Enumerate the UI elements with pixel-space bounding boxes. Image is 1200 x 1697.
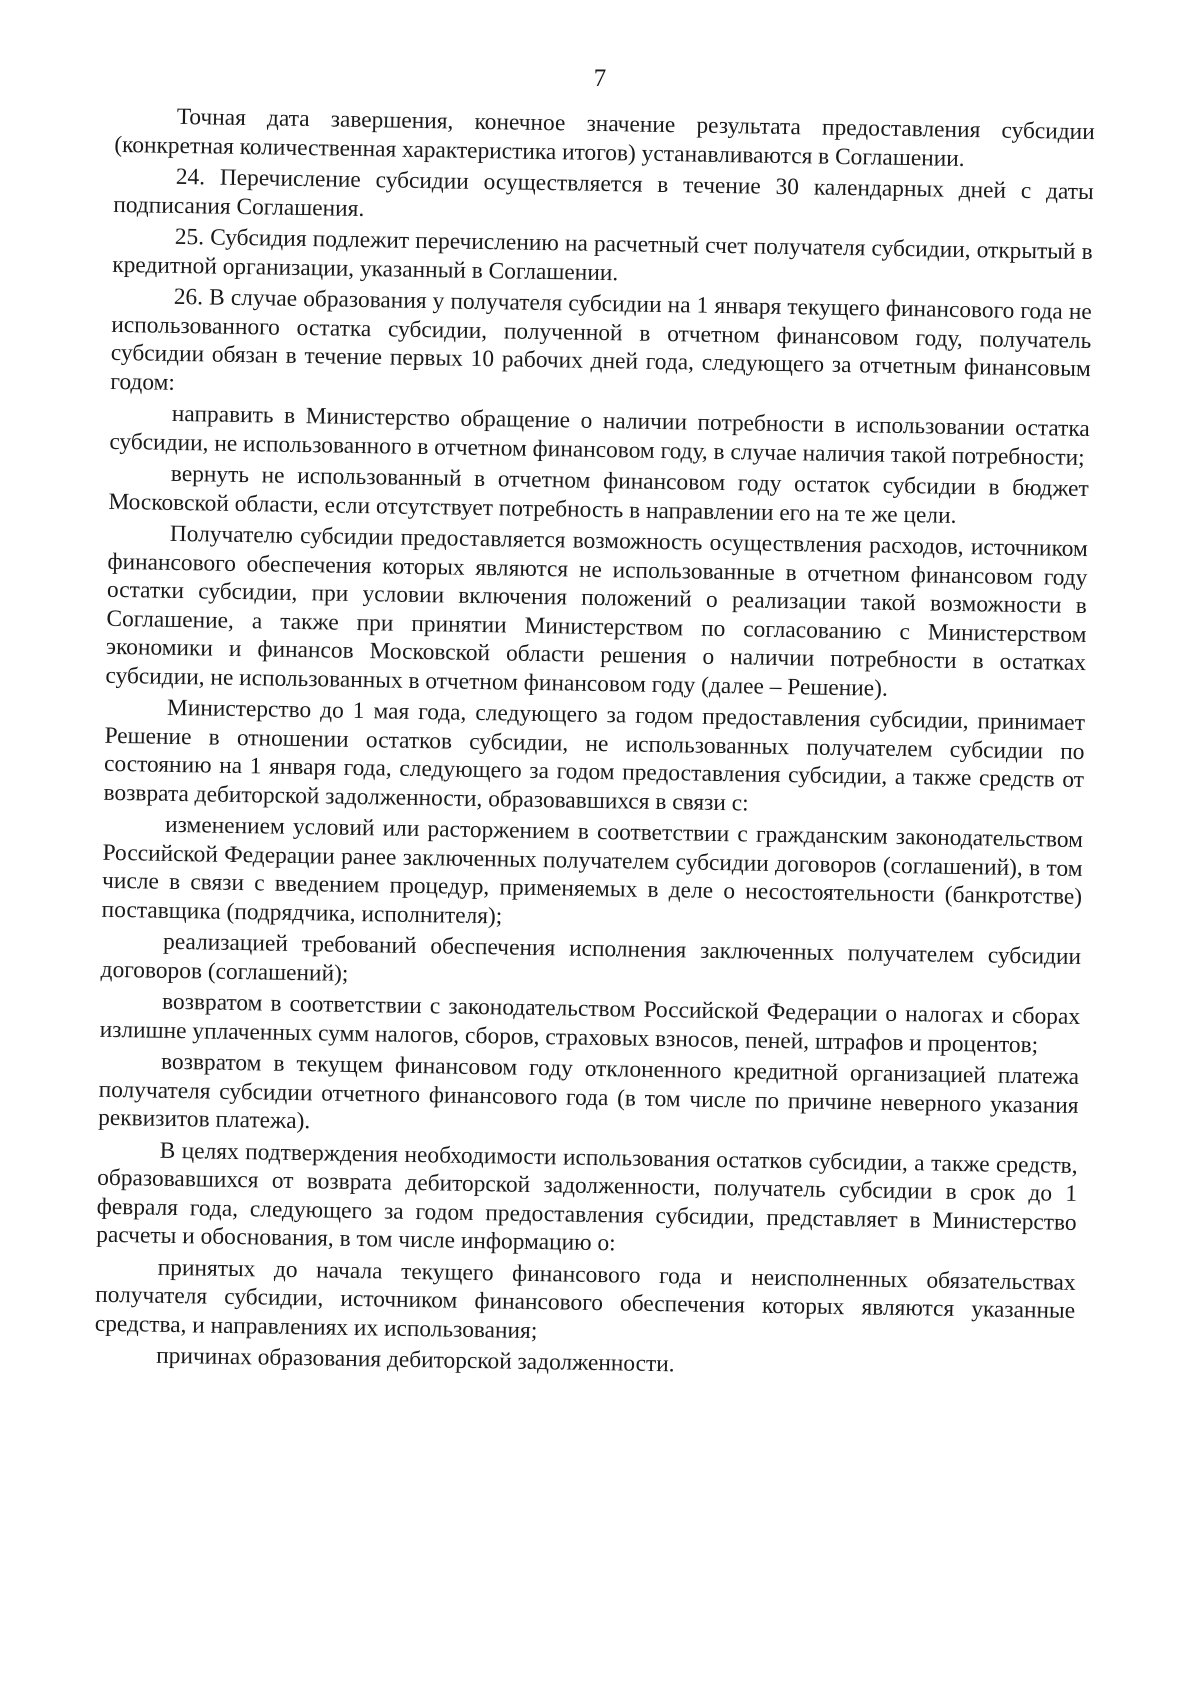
paragraph-guarantee-requirements: реализацией требований обеспечения исполнения заключенных получателем субсидии договоров (соглашений); [100,928,1082,987]
paragraph-receivables-reasons: причинах образования дебиторской задолженности. [156,1342,675,1378]
page-number: 7 [593,65,607,92]
paragraph-expenses-possibility: Получателю субсидии предоставляется возможность осуществления расходов, источником финансового обеспечения которых являются не использованные в отчетном финансовом году остатки субсидии, при условии включения положений о реализации такой возможности в Соглашение, а также при принятии Министерством по согласованию с Министерством экономики и финансов Московской области решения о наличии потребности в остатках субсидии, не использованных в отчетном финансовом году (далее – Решение). [105,520,1089,702]
paragraph-rejected-payment: возвратом в текущем финансовом году отклоненного кредитной организацией платежа получателя субсидии отчетного финансового года (в том числе по причине неверного указания реквизитов платежа). [98,1048,1080,1135]
paragraph-contract-changes: изменением условий или расторжением в соответствии с гражданским законодательством Российской Федерации ранее заключенных получателем субсидии договоров (соглашений), в том числе в связи с введением процедур, применяемых в деле о несостоятельности (банкротстве) поставщика (подрядчика, исполнителя); [101,811,1084,929]
paragraph-26: 26. В случае образования у получателя субсидии на 1 января текущего финансового года не использованного остатка субсидии, полученной в отчетном финансовом году, получатель субсидии обязан в течение первых 10 рабочих дней года, следующего за отчетным финансовым годом: [110,283,1092,396]
paragraph-25: 25. Субсидия подлежит перечислению на расчетный счет получателя субсидии, открытый в кредитной организации, указанный в Соглашении. [112,223,1093,286]
paragraph-result-date: Точная дата завершения, конечное значение результата предоставления субсидии (конкретная количественная характеристика итогов) устанавливаются в Соглашении. [114,103,1095,172]
paragraph-return-remainder: вернуть не использованный в отчетном финансовом году остаток субсидии в бюджет Московской области, если отсутствует потребность в направлении его на те же цели. [108,460,1089,529]
paragraph-ministry-decision: Министерство до 1 мая года, следующего за годом предоставления субсидии, принимает Решение в отношении остатков субсидии, не использованных получателем субсидии по состоянию на 1 января года, следующего за годом предоставления субсидии, а также средств от возврата дебиторской задолженности, образовавшихся в связи с: [103,694,1086,816]
paragraph-direct-request: направить в Министерство обращение о наличии потребности в использовании остатка субсидии, не использованного в отчетном финансовом году, в случае наличия такой потребности; [109,400,1090,471]
paragraph-obligations: принятых до начала текущего финансового года и неисполненных обязательствах получателя субсидии, источником финансового обеспечения которых являются указанные средства, и направлениях их использования; [94,1254,1076,1344]
paragraph-confirmation: В целях подтверждения необходимости использования остатков субсидии, а также средств, образовавшихся от возврата дебиторской задолженности, получатель субсидии в срок до 1 февраля года, следующего за годом предоставления субсидии, представляет в Министерство расчеты и обоснования, в том числе информацию о: [96,1137,1078,1257]
paragraph-tax-refund: возвратом в соответствии с законодательством Российской Федерации о налогах и сборах излишне уплаченных сумм налогов, сборов, страховых взносов, пеней, штрафов и процентов; [99,988,1081,1058]
document-body [94,102,1095,1389]
paragraph-24: 24. Перечисление субсидии осуществляется в течение 30 календарных дней с даты подписания Соглашения. [113,163,1094,222]
